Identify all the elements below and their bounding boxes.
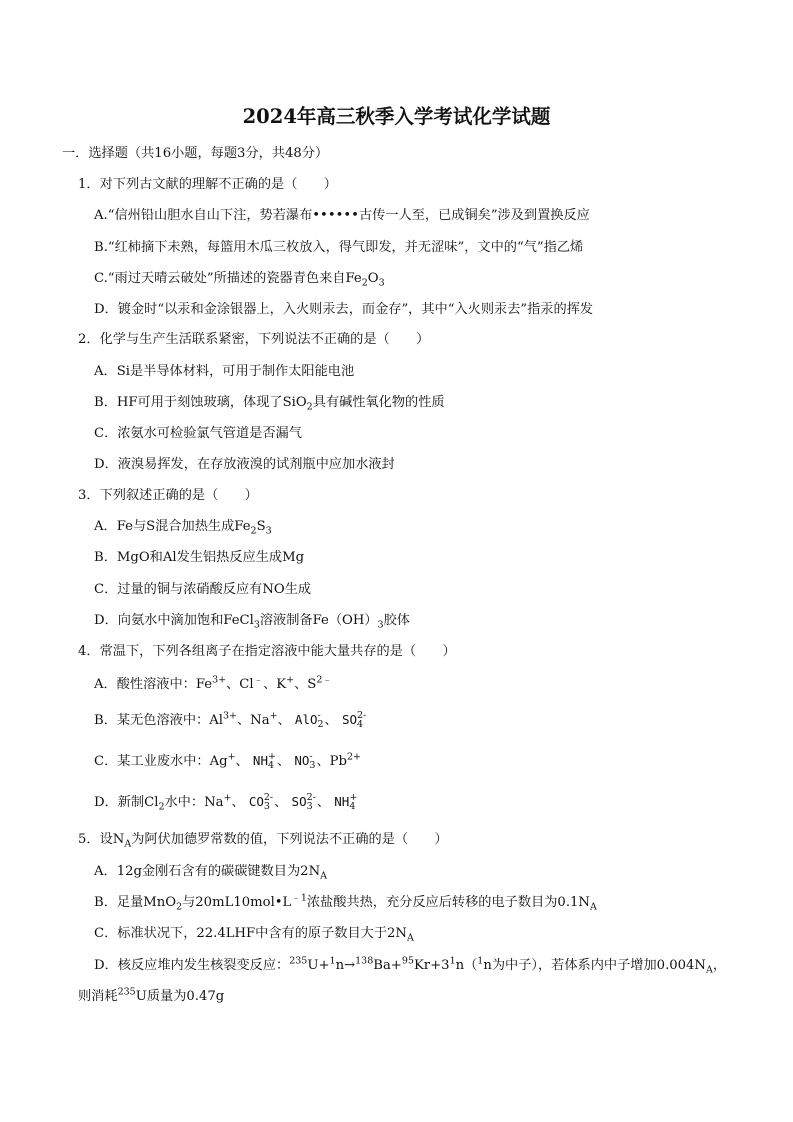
- question-3-option-b: B．MgO和Al发生铝热反应生成Mg: [94, 550, 305, 565]
- question-2-option-a: A．Si是半导体材料，可用于制作太阳能电池: [94, 364, 355, 379]
- question-5-option-d-continued: 则消耗$^{235}$U质量为0.47g: [78, 986, 225, 1004]
- question-1-option-b: B.“红柿摘下未熟，每篮用木瓜三枚放入，得气即发，并无涩味”，文中的“气”指乙烯: [94, 240, 584, 255]
- question-1-option-d: D．镀金时“以汞和金涂银器上，入火则汞去，而金存”，其中“入火则汞去”指汞的挥发: [94, 302, 594, 317]
- question-4-option-c: C．某工业废水中：Ag+、 NH + 4 、 NO - 3 、$Pb^{2+}$: [94, 751, 361, 771]
- exam-title: 2024年高三秋季入学考试化学试题: [242, 105, 551, 128]
- question-3-option-d: D．向氨水中滴加饱和FeCl$_3$溶液制备$Fe(OH)_3$胶体: [94, 613, 410, 631]
- question-5-option-d: D．核反应堆内发生核裂变反应：$^{235}U+^1n\to^{138}Ba+^{95}Kr+3^1n(^1n$为中子），若体系内中子增加$0.004N_A$，: [94, 955, 727, 976]
- question-2-stem: 2．化学与生产生活联系紧密，下列说法不正确的是（ ）: [78, 332, 430, 347]
- question-1-option-a: A.“信州铅山胆水自山下注，势若瀑布••••••古传一人至，已成铜矣”涉及到置换反应: [94, 208, 590, 223]
- question-4-option-d: D．新制$Cl_2$水中：Na+、 CO 2- 3 、 SO 2- 3 、 NH + 4: [94, 792, 358, 813]
- question-2-option-b: B．HF可用于刻蚀玻璃，体现了SiO$_2$具有碱性氧化物的性质: [94, 395, 445, 413]
- question-3-stem: 3．下列叙述正确的是（ ）: [78, 488, 258, 503]
- question-1-option-c: C.“雨过天晴云破处”所描述的瓷器青色来自$Fe_2O_3$: [94, 271, 385, 289]
- question-3-option-c: C．过量的铜与浓硝酸反应有NO生成: [94, 582, 312, 597]
- question-2-option-d: D．液溴易挥发，在存放液溴的试剂瓶中应加水液封: [94, 457, 395, 472]
- question-5-option-a: A．12g金刚石含有的碳碳键数目为$2N_A$: [94, 864, 327, 882]
- question-5-option-c: C．标准状况下，22.4LHF中含有的原子数目大于$2N_A$: [94, 926, 414, 944]
- question-3-option-a: A．Fe与S混合加热生成$Fe_2S_3$: [94, 519, 272, 537]
- question-5-option-b: B．足量MnO$_2$与$20mL10mol•L^{﹣1}$浓盐酸共热，充分反应后转移的电子数目为$0.1N_A$: [94, 892, 597, 913]
- question-1-stem: 1．对下列古文献的理解不正确的是（ ）: [78, 177, 337, 192]
- section-heading: 一．选择题（共16小题，每题3分，共48分）: [62, 146, 329, 161]
- question-4-option-b: B．某无色溶液中：$Al^{3+}$、Na+、 AlO - 2 、 SO 2- 4: [94, 710, 367, 730]
- question-4-option-a: A．酸性溶液中：$Fe^{3+}$、Cl﹣、K+、$S^{2﹣}$: [94, 674, 332, 692]
- question-4-stem: 4．常温下，下列各组离子在指定溶液中能大量共存的是（ ）: [78, 644, 456, 659]
- question-5-stem: 5．设$N_A$为阿伏加德罗常数的值，下列说法不正确的是（ ）: [78, 832, 448, 850]
- question-2-option-c: C．浓氨水可检验氯气管道是否漏气: [94, 426, 302, 441]
